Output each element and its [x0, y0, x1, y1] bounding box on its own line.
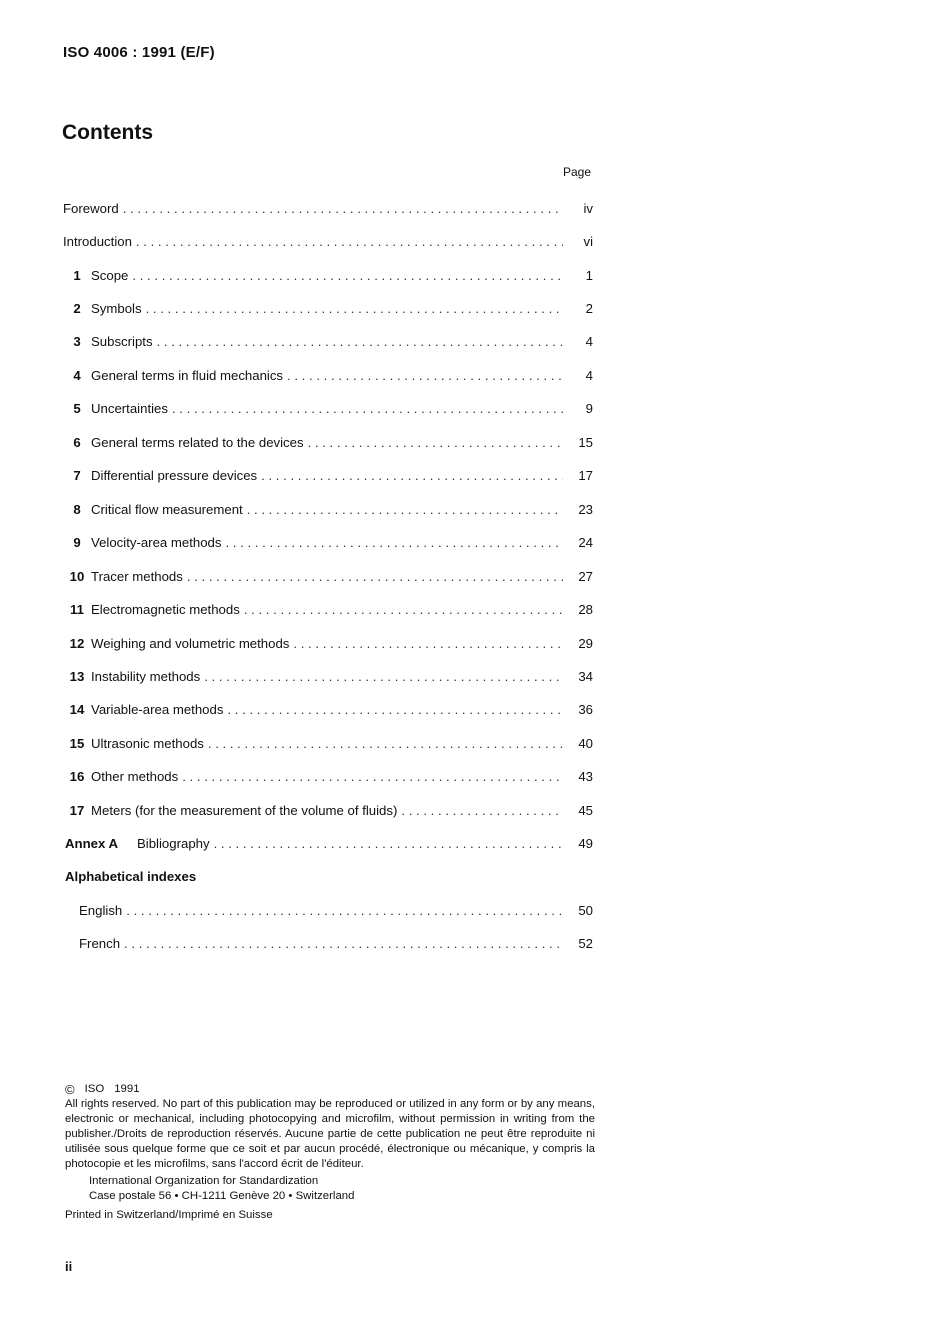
section-number: 1: [73, 268, 81, 283]
dot-leader: [183, 569, 563, 584]
toc-entry-section[interactable]: [63, 535, 593, 555]
toc-label: Ultrasonic methods: [91, 736, 204, 751]
dot-leader: [120, 936, 563, 951]
toc-label: Introduction: [63, 234, 132, 249]
dot-leader: [223, 702, 563, 717]
dot-leader: [122, 903, 563, 918]
toc-label: General terms in fluid mechanics: [91, 368, 284, 383]
section-number: 11: [70, 602, 84, 617]
toc-label: General terms related to the devices: [91, 435, 304, 450]
toc-label: Meters (for the measurement of the volume of fluids): [91, 803, 398, 818]
dot-leader: [119, 201, 563, 216]
toc-page-number: 43: [578, 769, 593, 784]
toc-label: French: [79, 936, 121, 951]
rights-statement: All rights reserved. No part of this publication may be reproduced or utilized in any form or by any means, electronic or mechanical, including photocopying and microfilm, without permission in writing from the publisher./Droits de reproduction réservés. Aucune partie de cette publication ne peut être reproduite ni utilisée sous quelque forme que ce soit et par aucun procédé, électronique ou mécanique, y compris la photocopie et les microfilms, sans l'accord écrit de l'éditeur.: [65, 1098, 595, 1170]
toc-entry-section[interactable]: [63, 334, 593, 354]
section-number: 7: [73, 468, 81, 483]
toc-page-number: 29: [578, 636, 593, 651]
toc-entry-section[interactable]: [63, 301, 593, 321]
section-number: 5: [73, 401, 81, 416]
toc-entry-section[interactable]: [63, 736, 593, 756]
dot-leader: [257, 468, 563, 483]
toc-page-number: 23: [578, 502, 593, 517]
toc-page-number: 9: [585, 401, 593, 416]
copyright-icon: ©: [65, 1082, 75, 1097]
toc-label: English: [79, 903, 123, 918]
toc-label: Variable-area methods: [91, 702, 224, 717]
toc-entry-section[interactable]: [63, 268, 593, 288]
toc-entry-section[interactable]: [63, 401, 593, 421]
dot-leader: [132, 234, 563, 249]
dot-leader: [142, 301, 563, 316]
toc-entry-index-english[interactable]: [63, 903, 593, 923]
annex-number: Annex A: [65, 836, 119, 851]
section-number: 17: [69, 803, 85, 818]
copyright-year: 1991: [114, 1083, 140, 1095]
toc-label: Instability methods: [91, 669, 201, 684]
toc-entry-section[interactable]: [63, 636, 593, 656]
toc-entry-section[interactable]: [63, 502, 593, 522]
organization-address: Case postale 56 • CH-1211 Genève 20 • Switzerland: [89, 1190, 355, 1202]
section-number: 10: [69, 569, 85, 584]
dot-leader: [210, 836, 563, 851]
toc-entry-introduction[interactable]: [63, 234, 593, 254]
section-number: 8: [73, 502, 81, 517]
toc-entry-section[interactable]: [63, 468, 593, 488]
toc-entry-section[interactable]: [63, 769, 593, 789]
toc-page-number: 15: [578, 435, 593, 450]
section-number: 12: [69, 636, 85, 651]
toc-label: Uncertainties: [91, 401, 168, 416]
printed-in: Printed in Switzerland/Imprimé en Suisse: [65, 1209, 273, 1221]
section-number: 15: [69, 736, 85, 751]
section-number: 9: [73, 535, 81, 550]
dot-leader: [283, 368, 563, 383]
dot-leader: [204, 736, 563, 751]
toc-label: Symbols: [91, 301, 142, 316]
section-number: 2: [73, 301, 81, 316]
toc-label: Differential pressure devices: [91, 468, 258, 483]
toc-entry-section[interactable]: [63, 569, 593, 589]
toc-label: Tracer methods: [91, 569, 183, 584]
toc-label: Scope: [91, 268, 129, 283]
copyright-line: [65, 1082, 595, 1097]
organization-name: International Organization for Standardization: [89, 1175, 319, 1187]
toc-page-number: 52: [578, 936, 593, 951]
toc-entry-section[interactable]: [63, 602, 593, 622]
dot-leader: [128, 268, 563, 283]
toc-label: Subscripts: [91, 334, 153, 349]
toc-page-number: 50: [578, 903, 593, 918]
toc-page-number: iv: [583, 201, 593, 216]
toc-page-number: 24: [578, 535, 593, 550]
page-title: Contents: [62, 121, 153, 144]
dot-leader: [200, 669, 563, 684]
toc-entry-section[interactable]: [63, 435, 593, 455]
toc-label: Critical flow measurement: [91, 502, 243, 517]
toc-page-number: 27: [578, 569, 593, 584]
dot-leader: [168, 401, 563, 416]
section-number: 6: [73, 435, 81, 450]
copyright-block: [65, 1082, 595, 1223]
toc-label: Electromagnetic methods: [91, 602, 240, 617]
section-number: 16: [69, 769, 85, 784]
toc-entry-section[interactable]: [63, 368, 593, 388]
dot-leader: [178, 769, 563, 784]
toc-page-number: vi: [583, 234, 593, 249]
toc-page-number: 28: [578, 602, 593, 617]
toc-label: Bibliography: [137, 836, 210, 851]
toc-page-number: 36: [578, 702, 593, 717]
toc-page-number: 2: [585, 301, 593, 316]
toc-entry-foreword[interactable]: [63, 201, 593, 221]
dot-leader: [397, 803, 563, 818]
toc-label: Weighing and volumetric methods: [91, 636, 290, 651]
toc-page-number: 40: [578, 736, 593, 751]
copyright-holder: ISO: [84, 1083, 105, 1095]
toc-entry-section[interactable]: [63, 669, 593, 689]
section-number: 4: [73, 368, 81, 383]
toc-page-number: 49: [578, 836, 593, 851]
toc-page-number: 45: [578, 803, 593, 818]
toc-entry-annex[interactable]: [63, 836, 593, 856]
toc-page-number: 1: [585, 268, 593, 283]
section-number: 13: [69, 669, 85, 684]
toc-label: Foreword: [63, 201, 119, 216]
dot-leader: [289, 636, 563, 651]
dot-leader: [240, 602, 563, 617]
page-number: ii: [65, 1259, 73, 1274]
document-header: ISO 4006 : 1991 (E/F): [63, 44, 215, 61]
toc-page-number: 4: [585, 368, 593, 383]
toc-label: Velocity-area methods: [91, 535, 222, 550]
section-number: 14: [69, 702, 85, 717]
toc-entry-section[interactable]: [63, 702, 593, 722]
dot-leader: [221, 535, 563, 550]
dot-leader: [153, 334, 563, 349]
dot-leader: [304, 435, 563, 450]
toc-label: Other methods: [91, 769, 179, 784]
section-number: 3: [73, 334, 81, 349]
toc-page-number: 4: [585, 334, 593, 349]
toc-page-number: 34: [578, 669, 593, 684]
dot-leader: [243, 502, 563, 517]
indexes-heading: Alphabetical indexes: [65, 869, 197, 884]
toc-entry-index-french[interactable]: [63, 936, 593, 956]
toc-entry-section[interactable]: [63, 803, 593, 823]
toc-page-number: 17: [578, 468, 593, 483]
page-column-label: Page: [563, 165, 592, 179]
